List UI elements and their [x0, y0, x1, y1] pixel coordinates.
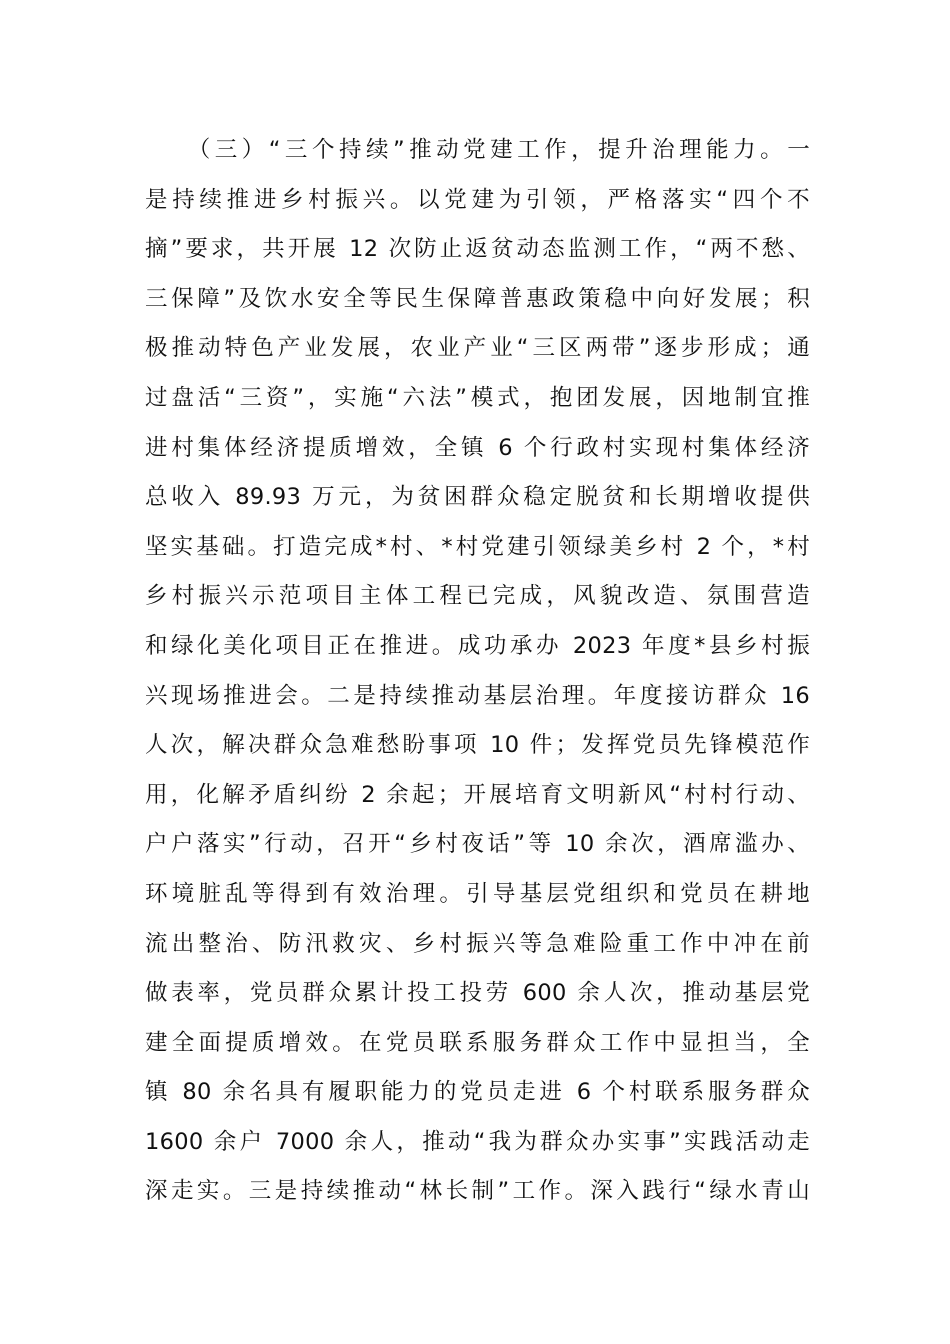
text-line-7: 进村集体经济提质增效，全镇 6 个行政村实现村集体经济 — [145, 434, 810, 461]
text-line-10: 乡村振兴示范项目主体工程已完成，风貌改造、氛围营造 — [145, 583, 810, 610]
text-line-16: 环境脏乱等得到有效治理。引导基层党组织和党员在耕地 — [145, 880, 810, 907]
text-line-12: 兴现场推进会。二是持续推动基层治理。年度接访群众 16 — [145, 682, 810, 709]
text-line-22: 深走实。三是持续推动“林长制”工作。深入践行“绿水青山 — [145, 1178, 810, 1205]
text-line-2: 是持续推进乡村振兴。以党建为引领，严格落实“四个不 — [145, 186, 810, 213]
text-line-4: 三保障”及饮水安全等民生保障普惠政策稳中向好发展；积 — [145, 285, 810, 312]
text-line-18: 做表率，党员群众累计投工投劳 600 余人次，推动基层党 — [145, 980, 810, 1007]
body-paragraph — [145, 126, 810, 1217]
text-line-9: 坚实基础。打造完成*村、*村党建引领绿美乡村 2 个，*村 — [145, 533, 810, 560]
text-line-13: 人次，解决群众急难愁盼事项 10 件；发挥党员先锋模范作 — [145, 732, 810, 759]
text-line-14: 用，化解矛盾纠纷 2 余起；开展培育文明新风“村村行动、 — [145, 781, 810, 808]
text-line-3: 摘”要求，共开展 12 次防止返贫动态监测工作，“两不愁、 — [145, 236, 810, 263]
text-line-21: 1600 余户 7000 余人，推动“我为群众办实事”实践活动走 — [145, 1128, 810, 1155]
text-line-11: 和绿化美化项目正在推进。成功承办 2023 年度*县乡村振 — [145, 632, 810, 659]
text-line-17: 流出整治、防汛救灾、乡村振兴等急难险重工作中冲在前 — [145, 930, 810, 957]
text-line-19: 建全面提质增效。在党员联系服务群众工作中显担当，全 — [145, 1029, 810, 1056]
text-line-1: （三）“三个持续”推动党建工作，提升治理能力。一 — [145, 137, 810, 163]
text-line-6: 过盘活“三资”，实施“六法”模式，抱团发展，因地制宜推 — [145, 384, 810, 411]
text-line-15: 户户落实”行动，召开“乡村夜话”等 10 余次，酒席滥办、 — [145, 831, 810, 858]
text-line-5: 极推动特色产业发展，农业产业“三区两带”逐步形成；通 — [145, 335, 810, 362]
text-line-20: 镇 80 余名具有履职能力的党员走进 6 个村联系服务群众 — [145, 1079, 810, 1106]
text-line-8: 总收入 89.93 万元，为贫困群众稳定脱贫和长期增收提供 — [145, 484, 810, 511]
